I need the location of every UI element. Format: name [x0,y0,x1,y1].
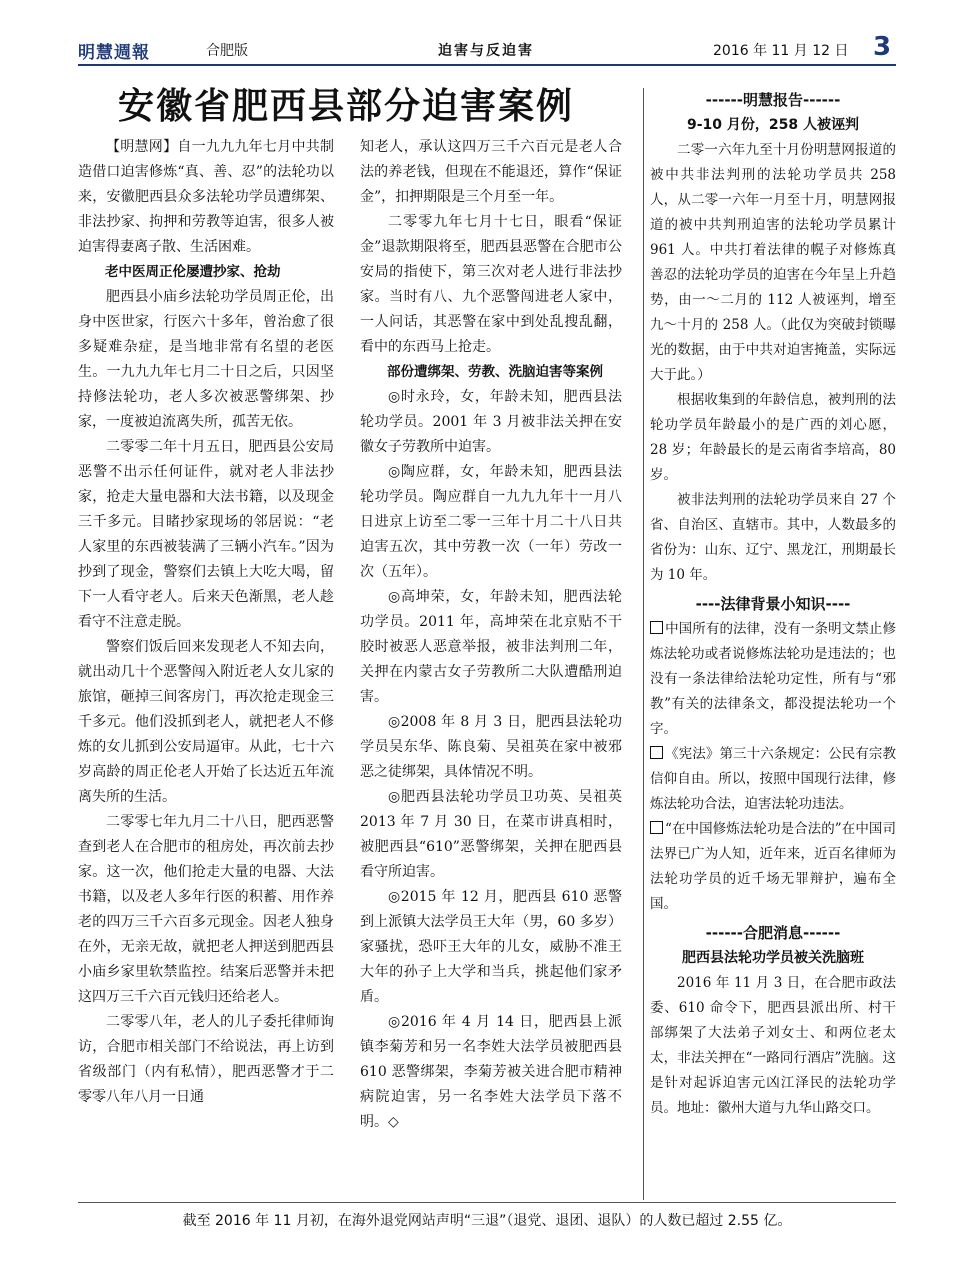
news-subtitle: 肥西县法轮功学员被关洗脑班 [682,950,864,966]
checkbox-icon [650,821,663,834]
news-box [650,921,896,1121]
article-paragraph: 二零零八年，老人的儿子委托律师询访，合肥市相关部门不给说法，再上访到省级部门（内有私情），肥西恶警才于二零零八年八月一日通 [78,1014,334,1105]
report-paragraph: 被非法判刑的法轮功学员来自 27 个省、自治区、直辖市。其中，人数最多的省份为：山东、辽宁、黑龙江，刑期最长为 10 年。 [650,492,896,583]
article-paragraph: 肥西县小庙乡法轮功学员周正伦，出身中医世家，行医六十多年，曾治愈了很多疑难杂症，是当地非常有名望的老医生。一九九九年七月二十日之后，只因坚持修法轮功，老人多次被恶警绑架、抄家，一度被迫流离失所，孤苦无依。 [78,289,334,430]
masthead: 明慧週報 [78,43,150,63]
subheading: 老中医周正伦屡遭抄家、抢劫 [105,264,281,280]
edition-label: 合肥版 [206,43,248,59]
page-header [78,32,896,64]
issue-date: 2016 年 11 月 12 日 [713,43,849,59]
article-paragraph: 二零零七年九月二十八日，肥西恶警查到老人在合肥市的租房处，再次前去抄家。这一次，他们抢走大量的电器、大法书籍，以及老人多年行医的积蓄、用作养老的四万三千六百多元现金。因老人独身在外，无亲无故，就把老人押送到肥西县小庙乡家里软禁监控。结案后恶警并未把这四万三千六百元钱归还给老人。 [78,814,334,1005]
checkbox-icon [650,621,663,634]
report-title: ------明慧报告------ [705,91,841,109]
law-item: 中国所有的法律，没有一条明文禁止修炼法轮功或者说修炼法轮功是违法的；也没有一条法律给法轮功定性，所有与“邪教”有关的法律条文，都没提法轮功一个字。 [650,621,896,737]
article-paragraph: ◎时永玲，女，年龄未知，肥西县法轮功学员。2001 年 3 月被非法关押在安徽女子劳教所中迫害。 [360,389,622,455]
article-paragraph: ◎2016 年 4 月 14 日，肥西县上派镇李菊芳和另一名李姓大法学员被肥西县 610 恶警绑架，李菊芳被关进合肥市精神病院迫害，另一名李姓大法学员下落不明。◇ [360,1014,622,1130]
report-subtitle: 9-10 月份，258 人被诬判 [686,117,859,133]
news-title: ------合肥消息------ [705,924,841,942]
footer-note: 截至 2016 年 11 月初，在海外退党网站声明“三退”（退党、退团、退队）的人数已超过 2.55 亿。 [182,1213,792,1229]
article-paragraph: 知老人，承认这四万三千六百元是老人合法的养老钱，但现在不能退还，算作“保证金”，扣押期限是三个月至一年。 [360,139,622,205]
subheading: 部份遭绑架、劳教、洗脑迫害等案例 [387,364,603,380]
article-paragraph: ◎肥西县法轮功学员卫功英、吴祖英 2013 年 7 月 30 日，在菜市讲真相时，被肥西县“610”恶警绑架，关押在肥西县看守所迫害。 [360,789,622,880]
article-paragraph: ◎高坤荣，女，年龄未知，肥西法轮功学员。2011 年，高坤荣在北京贴不干胶时被恶人恶意举报，被非法判刑二年，关押在内蒙古女子劳教所二大队遭酷刑迫害。 [360,589,622,705]
article-column-1 [78,135,334,1110]
section-title: 迫害与反迫害 [438,43,534,59]
article-paragraph: 【明慧网】自一九九九年七月中共制造借口迫害修炼“真、善、忍”的法轮功以来，安徽肥西县众多法轮功学员遭绑架、非法抄家、拘押和劳教等迫害，很多人被迫害得妻离子散、生活困难。 [78,139,334,255]
article-paragraph: 二零零二年十月五日，肥西县公安局恶警不出示任何证件，就对老人非法抄家，抢走大量电器和大法书籍，以及现金三千多元。目睹抄家现场的邻居说：“老人家里的东西被装满了三辆小汽车。”因为抄到了现金，警察们去镇上大吃大喝，留下一人看守老人。后来天色渐黑，老人趁看守不注意走脱。 [78,439,334,630]
page-number: 3 [873,32,892,62]
law-item: 《宪法》第三十六条规定：公民有宗教信仰自由。所以，按照中国现行法律，修炼法轮功合法，迫害法轮功违法。 [650,746,896,812]
article-paragraph: 警察们饭后回来发现老人不知去向，就出动几十个恶警闯入附近老人女儿家的旅馆，砸掉三间客房门，再次抢走现金三千多元。他们没抓到老人，就把老人不修炼的女儿抓到公安局逼审。从此，七十六岁高龄的周正伦老人开始了长达近五年流离失所的生活。 [78,639,334,805]
law-item: “在中国修炼法轮功是合法的”在中国司法界已广为人知，近年来，近百名律师为法轮功学员的近千场无罪辩护，遍布全国。 [650,821,896,912]
checkbox-icon [650,746,663,759]
news-paragraph: 2016 年 11 月 3 日，在合肥市政法委、610 命令下，肥西县派出所、村干部绑架了大法弟子刘女士、和两位老太太，非法关押在“一路同行酒店”洗脑。这是针对起诉迫害元凶江泽民的法轮功学员。地址：徽州大道与九华山路交口。 [650,975,896,1116]
report-paragraph: 二零一六年九至十月份明慧网报道的被中共非法判刑的法轮功学员共 258 人，从二零一六年一月至十月，明慧网报道的被中共判刑迫害的法轮功学员累计 961 人。中共打着法律的幌子对修炼真善忍的法轮功学员的迫害在今年呈上升趋势，由一～二月的 112 人被诬判，增至九～十月的 258 人。（此仅为突破封锁曝光的数据，由于中共对迫害掩盖，实际远大于此。） [650,142,896,383]
law-box [650,592,896,917]
article-column-2 [360,135,622,1135]
header-rule [78,64,896,66]
article-paragraph: 二零零九年七月十七日，眼看“保证金”退款期限将至，肥西县恶警在合肥市公安局的指使下，第三次对老人进行非法抄家。当时有八、九个恶警闯进老人家中，一人问话，其恶警在家中到处乱搜乱翻，看中的东西马上抢走。 [360,214,622,355]
report-paragraph: 根据收集到的年龄信息，被判刑的法轮功学员年龄最小的是广西的刘心愿，28 岁；年龄最长的是云南省李培高，80 岁。 [650,392,896,483]
footer-rule [78,1202,896,1203]
headline: 安徽省肥西县部分迫害案例 [118,86,575,127]
report-box [650,88,896,588]
law-title: ----法律背景小知识---- [695,595,851,613]
sidebar [650,88,896,1121]
article-paragraph: ◎陶应群，女，年龄未知，肥西县法轮功学员。陶应群自一九九九年十一月八日进京上访至二零一三年十月二十八日共迫害五次，其中劳教一次（一年）劳改一次（五年）。 [360,464,622,580]
column-divider [643,88,644,1200]
article-paragraph: ◎2008 年 8 月 3 日，肥西县法轮功学员吴东华、陈良菊、吴祖英在家中被邪恶之徒绑架，具体情况不明。 [360,714,622,780]
article-paragraph: ◎2015 年 12 月，肥西县 610 恶警到上派镇大法学员王大年（男，60 多岁）家骚扰，恐吓王大年的儿女，威胁不准王大年的孙子上大学和当兵，挑起他们家矛盾。 [360,889,622,1005]
